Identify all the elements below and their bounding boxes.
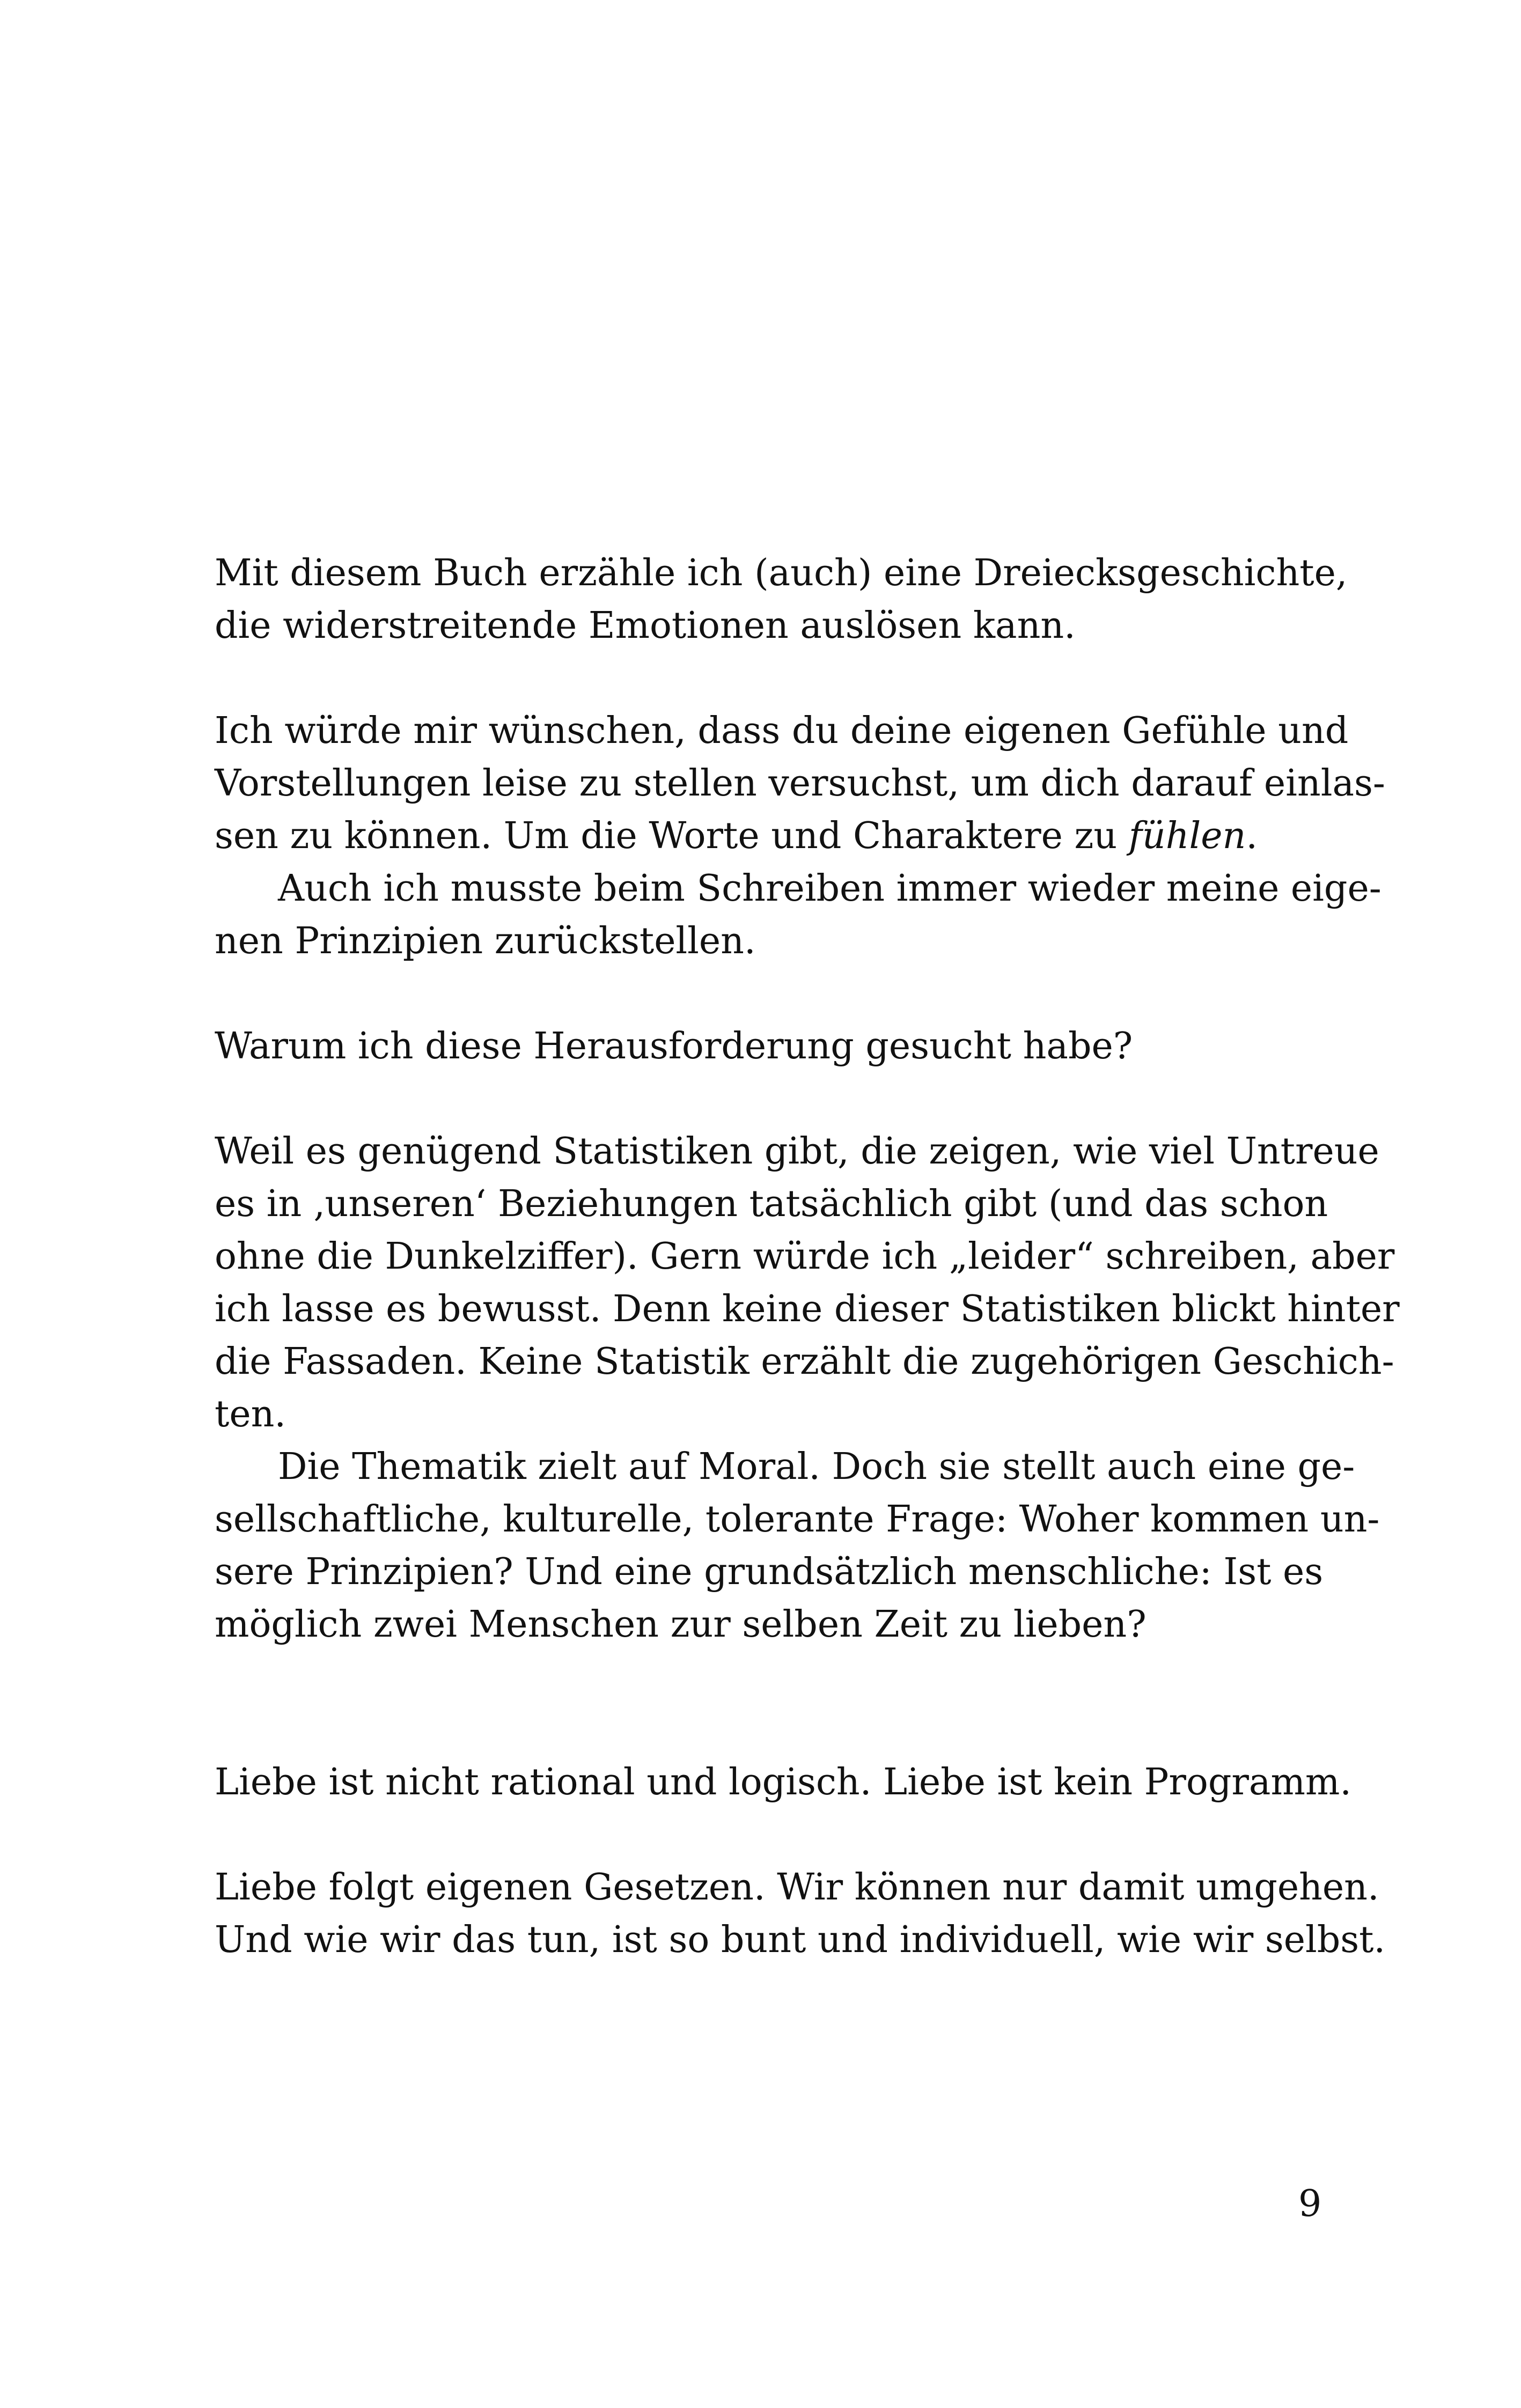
paragraph-gap	[215, 1073, 1314, 1125]
text-line: Vorstellungen leise zu stellen versuchst, um dich darauf einlas-	[215, 762, 1385, 805]
text-line: ich lasse es bewusst. Denn keine dieser Statistiken blickt hinter	[215, 1288, 1400, 1330]
text-line: Liebe ist nicht rational und logisch. Liebe ist kein Programm.	[215, 1761, 1352, 1803]
text-line: die Fassaden. Keine Statistik erzählt die zugehörigen Geschich-	[215, 1341, 1394, 1383]
page-body	[215, 547, 1400, 1967]
paragraph	[215, 1756, 1352, 1809]
text-line: ten.	[215, 1393, 286, 1435]
text-line: sellschaftliche, kulturelle, tolerante Frage: Woher kommen un-	[215, 1498, 1380, 1541]
text-line: möglich zwei Menschen zur selben Zeit zu lieben?	[215, 1603, 1147, 1646]
paragraph-gap	[215, 652, 1314, 705]
text-line: sere Prinzipien? Und eine grundsätzlich menschliche: Ist es	[215, 1551, 1324, 1593]
paragraph	[215, 1020, 1314, 1073]
text-line: Auch ich musste beim Schreiben immer wieder meine eige-	[278, 867, 1382, 910]
paragraph	[215, 705, 1385, 863]
page-number: 9	[1298, 2183, 1322, 2225]
text-line: es in ‚unseren‘ Beziehungen tatsächlich gibt (und das schon	[215, 1183, 1328, 1225]
text-line: Ich würde mir wünschen, dass du deine eigenen Gefühle und	[215, 710, 1349, 752]
text-line: Mit diesem Buch erzähle ich (auch) eine Dreiecksgeschichte,	[215, 552, 1348, 594]
paragraph	[215, 1861, 1386, 1967]
text-line: Und wie wir das tun, ist so bunt und individuell, wie wir selbst.	[215, 1919, 1386, 1961]
paragraph	[215, 547, 1348, 652]
text-fragment: .	[1246, 815, 1258, 857]
paragraph-gap	[215, 1651, 1314, 1756]
paragraph	[215, 1125, 1400, 1441]
paragraph-gap	[215, 968, 1314, 1020]
paragraph	[215, 1441, 1380, 1651]
paragraph	[215, 863, 1382, 968]
text-line	[215, 810, 1314, 863]
text-line: Warum ich diese Herausforderung gesucht habe?	[215, 1025, 1133, 1067]
paragraph-gap	[215, 1809, 1314, 1861]
text-line: Weil es genügend Statistiken gibt, die zeigen, wie viel Untreue	[215, 1130, 1379, 1173]
text-line: nen Prinzipien zurückstellen.	[215, 920, 756, 962]
text-line: die widerstreitende Emotionen auslösen kann.	[215, 605, 1076, 647]
text-line: Die Thematik zielt auf Moral. Doch sie stellt auch eine ge-	[278, 1446, 1355, 1488]
text-fragment: sen zu können. Um die Worte und Charaktere zu	[215, 815, 1129, 857]
text-line: ohne die Dunkelziffer). Gern würde ich „leider“ schreiben, aber	[215, 1235, 1395, 1278]
text-line: Liebe folgt eigenen Gesetzen. Wir können nur damit umgehen.	[215, 1866, 1379, 1909]
emphasized-word: fühlen	[1128, 815, 1246, 857]
